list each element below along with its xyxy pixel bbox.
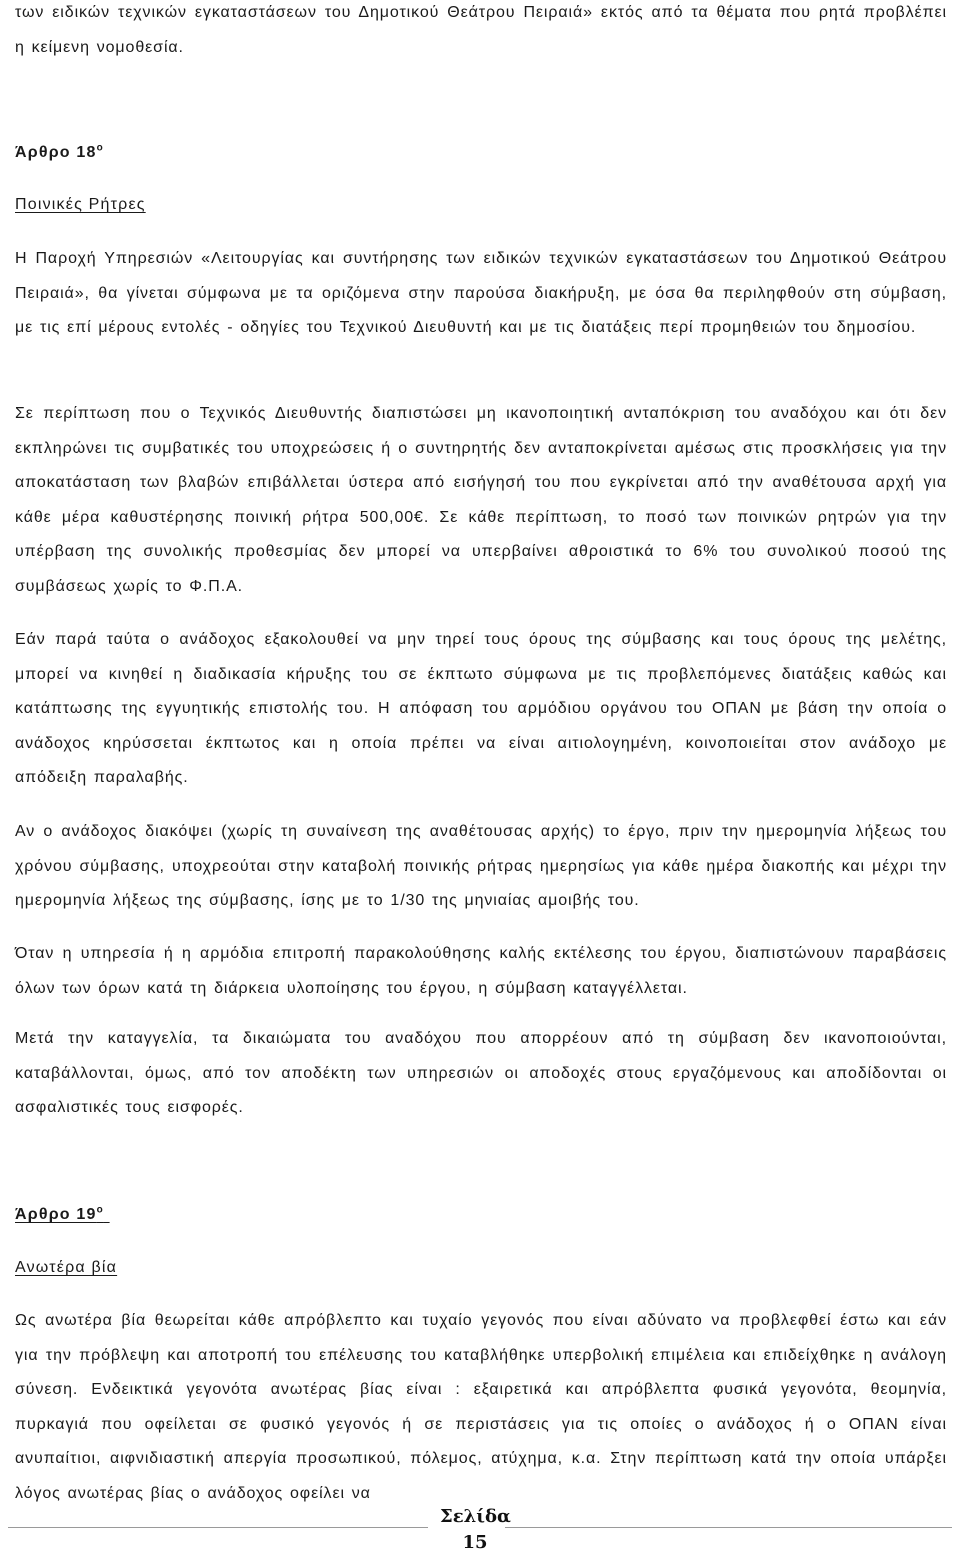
page-number-label bbox=[440, 1504, 510, 1556]
article-18-ordinal: ο bbox=[96, 142, 104, 154]
footer-rule-right bbox=[505, 1527, 952, 1528]
article-18-paragraph-4: Αν ο ανάδοχος διακόψει (χωρίς τη συναίνεση της αναθέτουσας αρχής) το έργο, πριν την ημερομηνία λήξεως του χρόνου σύμβασης, υποχρεούται στην καταβολή ποινικής ρήτρας ημερησίως για κάθε ημέρα διακοπής και μέχρι την ημερομηνία λήξεως της σύμβασης, ίσης με το 1/30 της μηνιαίας αμοιβής του. bbox=[15, 823, 947, 909]
article-18-paragraph-2: Σε περίπτωση που ο Τεχνικός Διευθυντής διαπιστώσει μη ικανοποιητική ανταπόκριση του αναδόχου και ότι δεν εκπληρώνει τις συμβατικές του υποχρεώσεις ή ο συντηρητής δεν ανταποκρίνεται αμέσως στις προσκλήσεις για την αποκατάσταση των βλαβών επιβάλλεται ύστερα από εισήγησή του που εγκρίνεται από την αναθέτουσα αρχή για κάθε μέρα καθυστέρησης ποινική ρήτρα 500,00€. Σε κάθε περίπτωση, το ποσό των ποινικών ρητρών για την υπέρβαση της συνολικής προθεσμίας δεν μπορεί να υπερβαίνει αθροιστικά το 6% του συνολικού ποσού της συμβάσεως χωρίς το Φ.Π.Α. bbox=[15, 405, 947, 595]
article-19-label: Άρθρο 19 bbox=[15, 1206, 97, 1223]
article-18-paragraph-5: Όταν η υπηρεσία ή η αρμόδια επιτροπή παρακολούθησης καλής εκτέλεσης του έργου, διαπιστώνουν παραβάσεις όλων των όρων κατά τη διάρκεια υλοποίησης του έργου, η σύμβαση καταγγέλλεται. bbox=[15, 945, 947, 997]
article-19-subtitle: Ανωτέρα βία bbox=[15, 1259, 118, 1276]
article-19-ordinal: ο bbox=[96, 1204, 104, 1216]
article-18-paragraph-6: Μετά την καταγγελία, τα δικαιώματα του αναδόχου που απορρέουν από τη σύμβαση δεν ικανοποιούνται, καταβάλλονται, όμως, από τον αποδέκτη των υπηρεσιών οι αποδοχές στους εργαζόμενους και αποδίδονται οι ασφαλιστικές τους εισφορές. bbox=[15, 1030, 947, 1116]
article-18-subtitle: Ποινικές Ρήτρες bbox=[15, 196, 146, 213]
intro-paragraph: των ειδικών τεχνικών εγκαταστάσεων του Δημοτικού Θεάτρου Πειραιά» εκτός από τα θέματα που ρητά προβλέπει η κείμενη νομοθεσία. bbox=[15, 4, 947, 56]
article-18-heading bbox=[15, 143, 104, 163]
article-19-heading bbox=[15, 1205, 110, 1225]
page-word: Σελίδα bbox=[440, 1506, 511, 1527]
article-18-paragraph-3: Εάν παρά ταύτα ο ανάδοχος εξακολουθεί να μην τηρεί τους όρους της σύμβασης και τους όρους της μελέτης, μπορεί να κινηθεί η διαδικασία κήρυξης του σε έκπτωτο σύμφωνα με τις προβλεπόμενες διατάξεις καθώς και κατάπτωσης της εγγυητικής επιστολής του. Η απόφαση του αρμόδιου οργάνου του ΟΠΑΝ με βάση την οποία ο ανάδοχος κηρύσσεται έκπτωτος και η οποία πρέπει να είναι αιτιολογημένη, κοινοποιείται στον ανάδοχο με απόδειξη παραλαβής. bbox=[15, 631, 947, 786]
article-18-label: Άρθρο 18 bbox=[15, 144, 97, 161]
article-18-paragraph-1: Η Παροχή Υπηρεσιών «Λειτουργίας και συντήρησης των ειδικών τεχνικών εγκαταστάσεων του Δημοτικού Θεάτρου Πειραιά», θα γίνεται σύμφωνα με τα οριζόμενα στην παρούσα διακήρυξη, με όσα θα περιληφθούν στη σύμβαση, με τις επί μέρους εντολές - οδηγίες του Τεχνικού Διευθυντή και με τις διατάξεις περί προμηθειών του δημοσίου. bbox=[15, 250, 947, 336]
article-19-paragraph-1: Ως ανωτέρα βία θεωρείται κάθε απρόβλεπτο και τυχαίο γεγονός που είναι αδύνατο να προβλεφθεί έστω και εάν για την πρόβλεψη και αποτροπή του επέλευσης του καταβλήθηκε υπερβολική επιμέλεια και επιδείχθηκε η ανάλογη σύνεση. Ενδεικτικά γεγονότα ανωτέρας βίας είναι : εξαιρετικά και απρόβλεπτα φυσικά γεγονότα, θεομηνία, πυρκαγιά που οφείλεται σε φυσικό γεγονός ή σε περιστάσεις για τις οποίες ο ανάδοχος ή ο ΟΠΑΝ είναι ανυπαίτιοι, αιφνιδιαστική απεργία προσωπικού, πόλεμος, ατύχημα, κ.α. Στην περίπτωση κατά την οποία υπάρξει λόγος ανωτέρας βίας ο ανάδοχος οφείλει να bbox=[15, 1312, 947, 1502]
footer-rule-left bbox=[8, 1527, 428, 1528]
page-number: 15 bbox=[462, 1532, 488, 1553]
